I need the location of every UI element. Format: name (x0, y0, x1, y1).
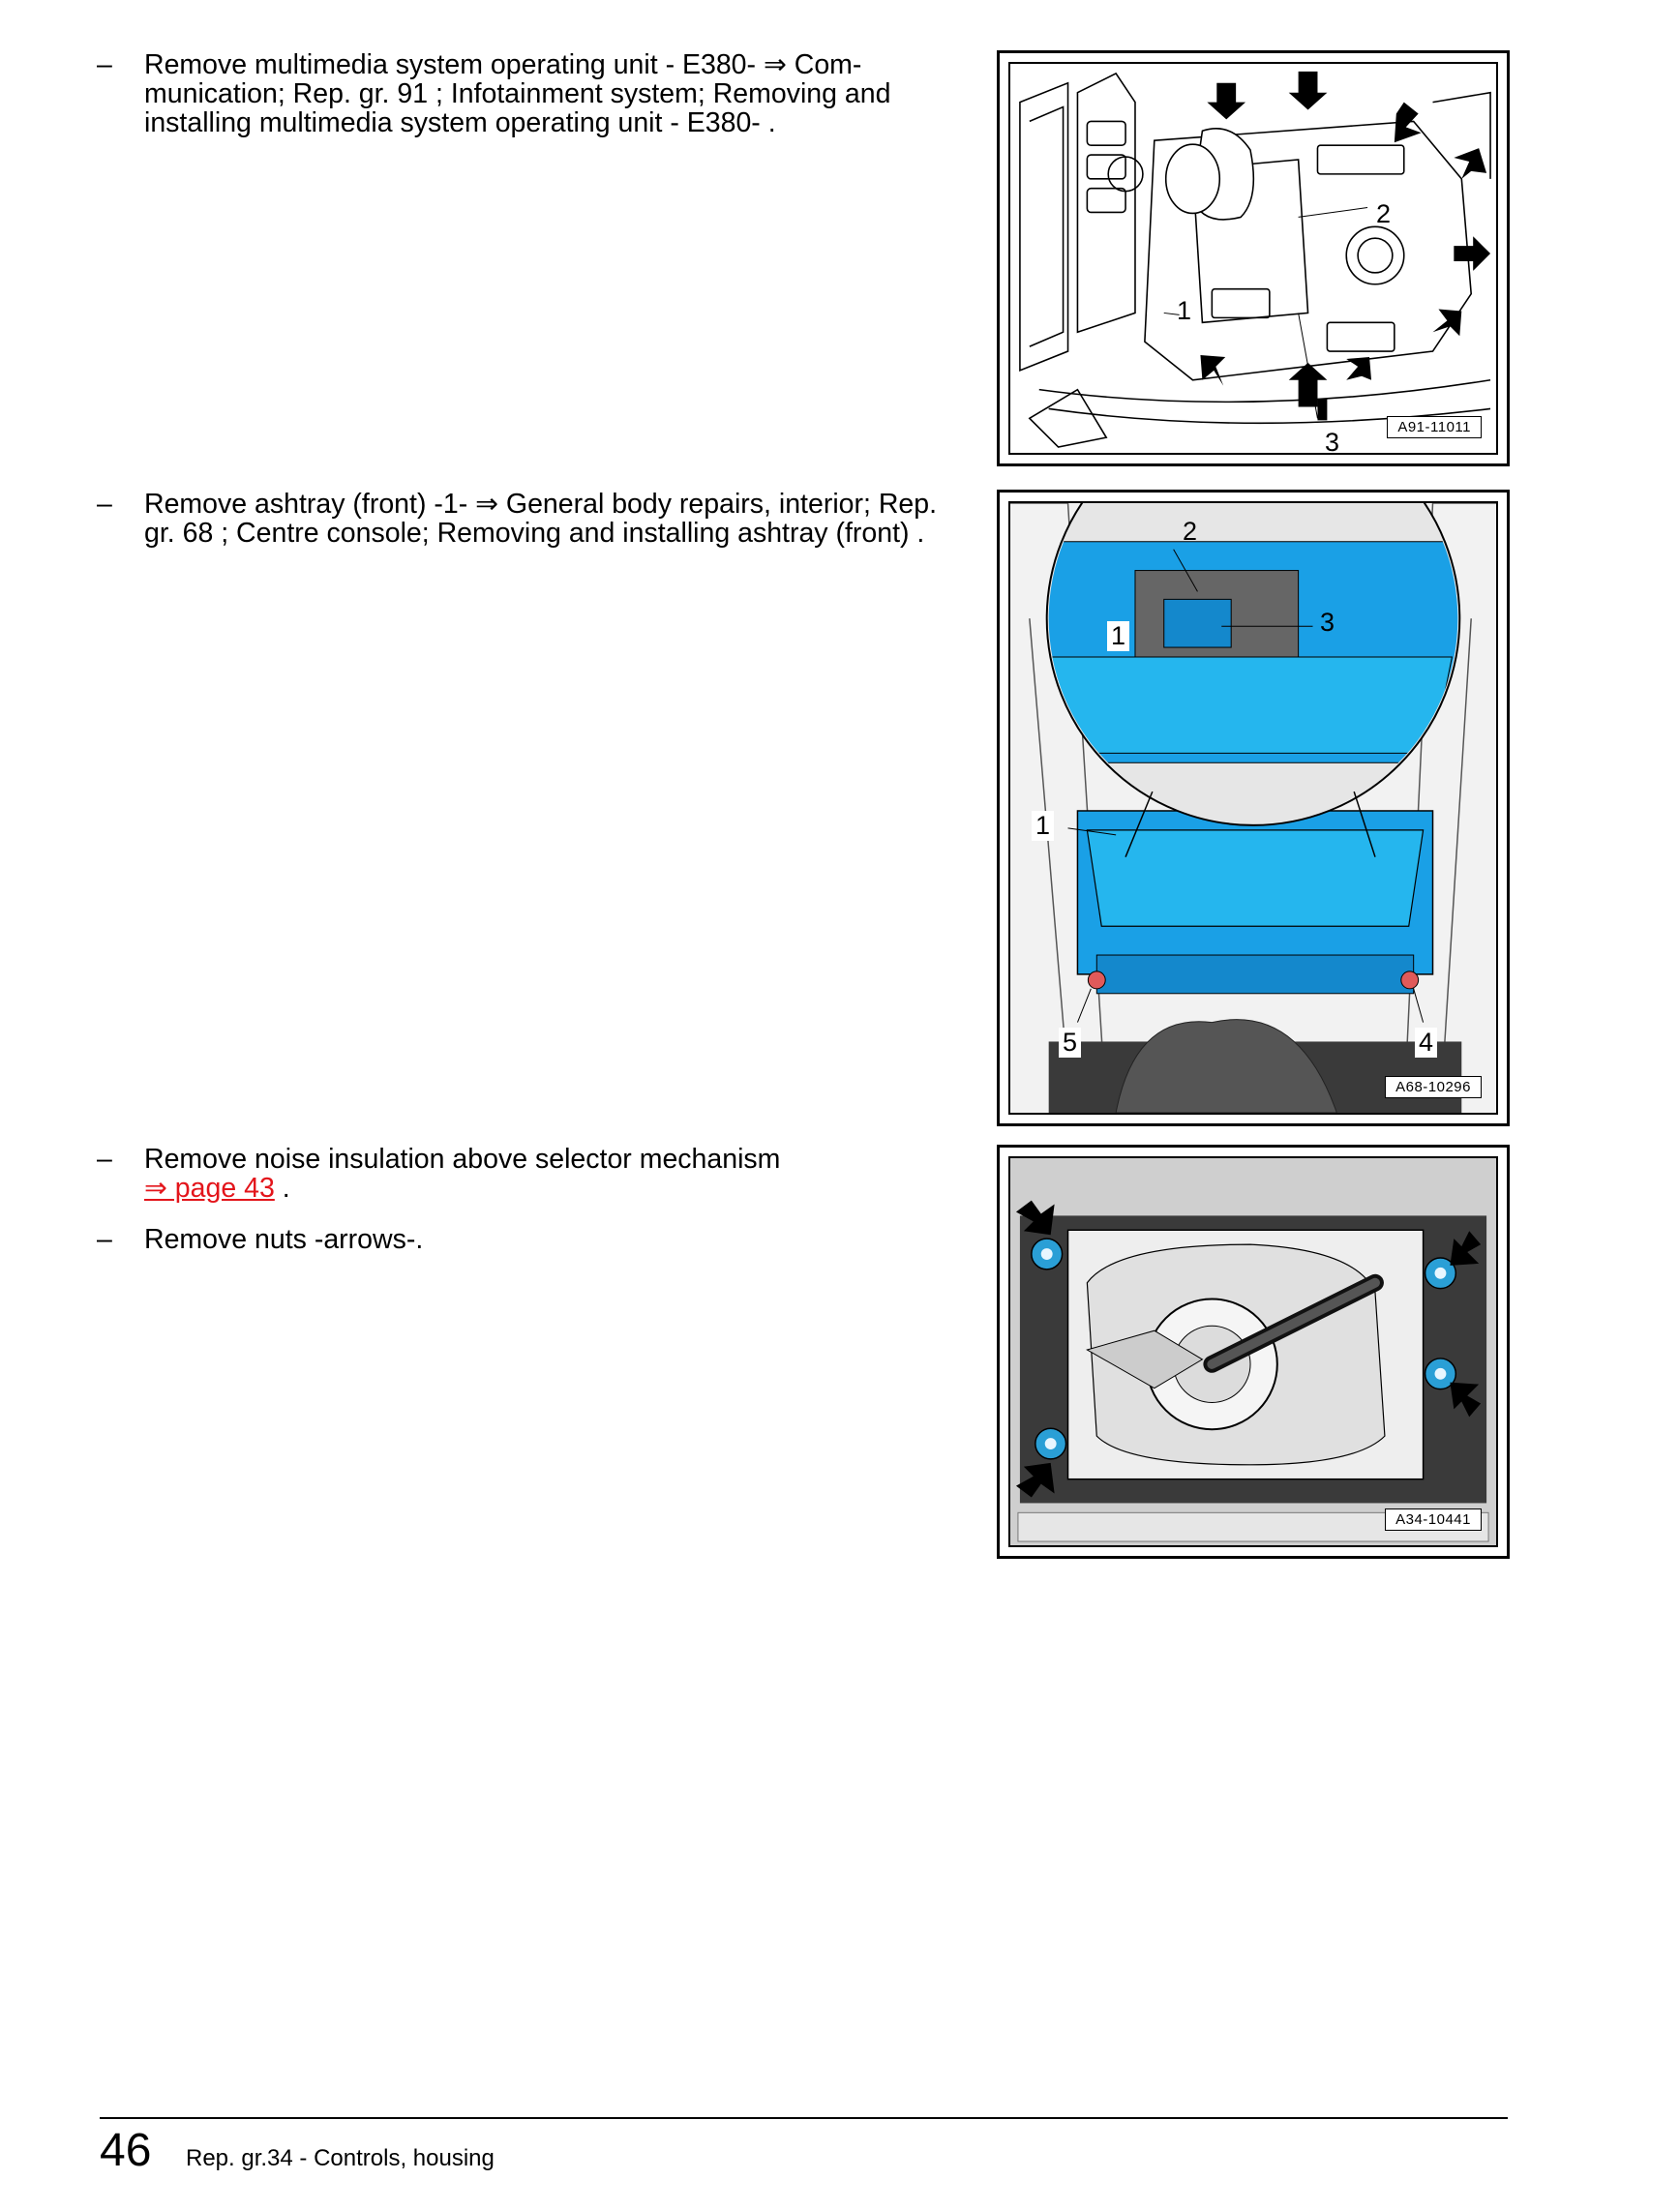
step-dash: – (97, 1144, 112, 1175)
figure-label: A91-11011 (1387, 416, 1482, 438)
step-text: Remove multimedia system operating unit - E380- ⇒ Com-munication; Rep. gr. 91 ; Infotainment system; Removing and installing multimedia system operating unit - E380- . (144, 49, 891, 138)
figure-selector-nuts (997, 1145, 1510, 1559)
footer-section-title: Rep. gr.34 - Controls, housing (186, 2145, 495, 2171)
callout-number: 1 (1107, 621, 1129, 651)
figure-multimedia-unit (997, 50, 1510, 466)
figure-label: A68-10296 (1385, 1076, 1482, 1098)
footer-rule (100, 2117, 1508, 2119)
figure-drawing (1008, 501, 1498, 1115)
callout-number: 1 (1177, 296, 1192, 325)
step-text: Remove ashtray (front) -1- ⇒ General body repairs, interior; Rep. gr. 68 ; Centre console; Removing and installing ashtray (front) . (144, 489, 938, 549)
callout-number: 3 (1320, 608, 1335, 637)
step-text-before: Remove noise insulation above selector mechanism (144, 1144, 781, 1175)
figure-drawing (1008, 1156, 1498, 1547)
page-link[interactable]: ⇒ page 43 (144, 1173, 275, 1204)
step-dash: – (97, 1224, 112, 1255)
figure-drawing (1008, 62, 1498, 455)
callout-number: 4 (1415, 1028, 1437, 1058)
step-dash: – (97, 49, 112, 80)
callout-number: 2 (1376, 199, 1392, 228)
selector-mechanism-illustration (1010, 1158, 1496, 1545)
figure-label: A34-10441 (1385, 1508, 1482, 1531)
console-illustration (1010, 64, 1496, 453)
ashtray-illustration (1010, 503, 1496, 1113)
callout-number: 5 (1059, 1028, 1081, 1058)
callout-number: 3 (1325, 428, 1340, 455)
callout-number: 2 (1183, 517, 1198, 546)
step-text (144, 1145, 938, 1203)
step-text: Remove nuts -arrows-. (144, 1224, 424, 1255)
step-text-after: . (274, 1173, 290, 1204)
figure-ashtray (997, 490, 1510, 1126)
page-number: 46 (100, 2125, 152, 2176)
callout-number: 1 (1032, 811, 1054, 841)
step-dash: – (97, 489, 112, 520)
